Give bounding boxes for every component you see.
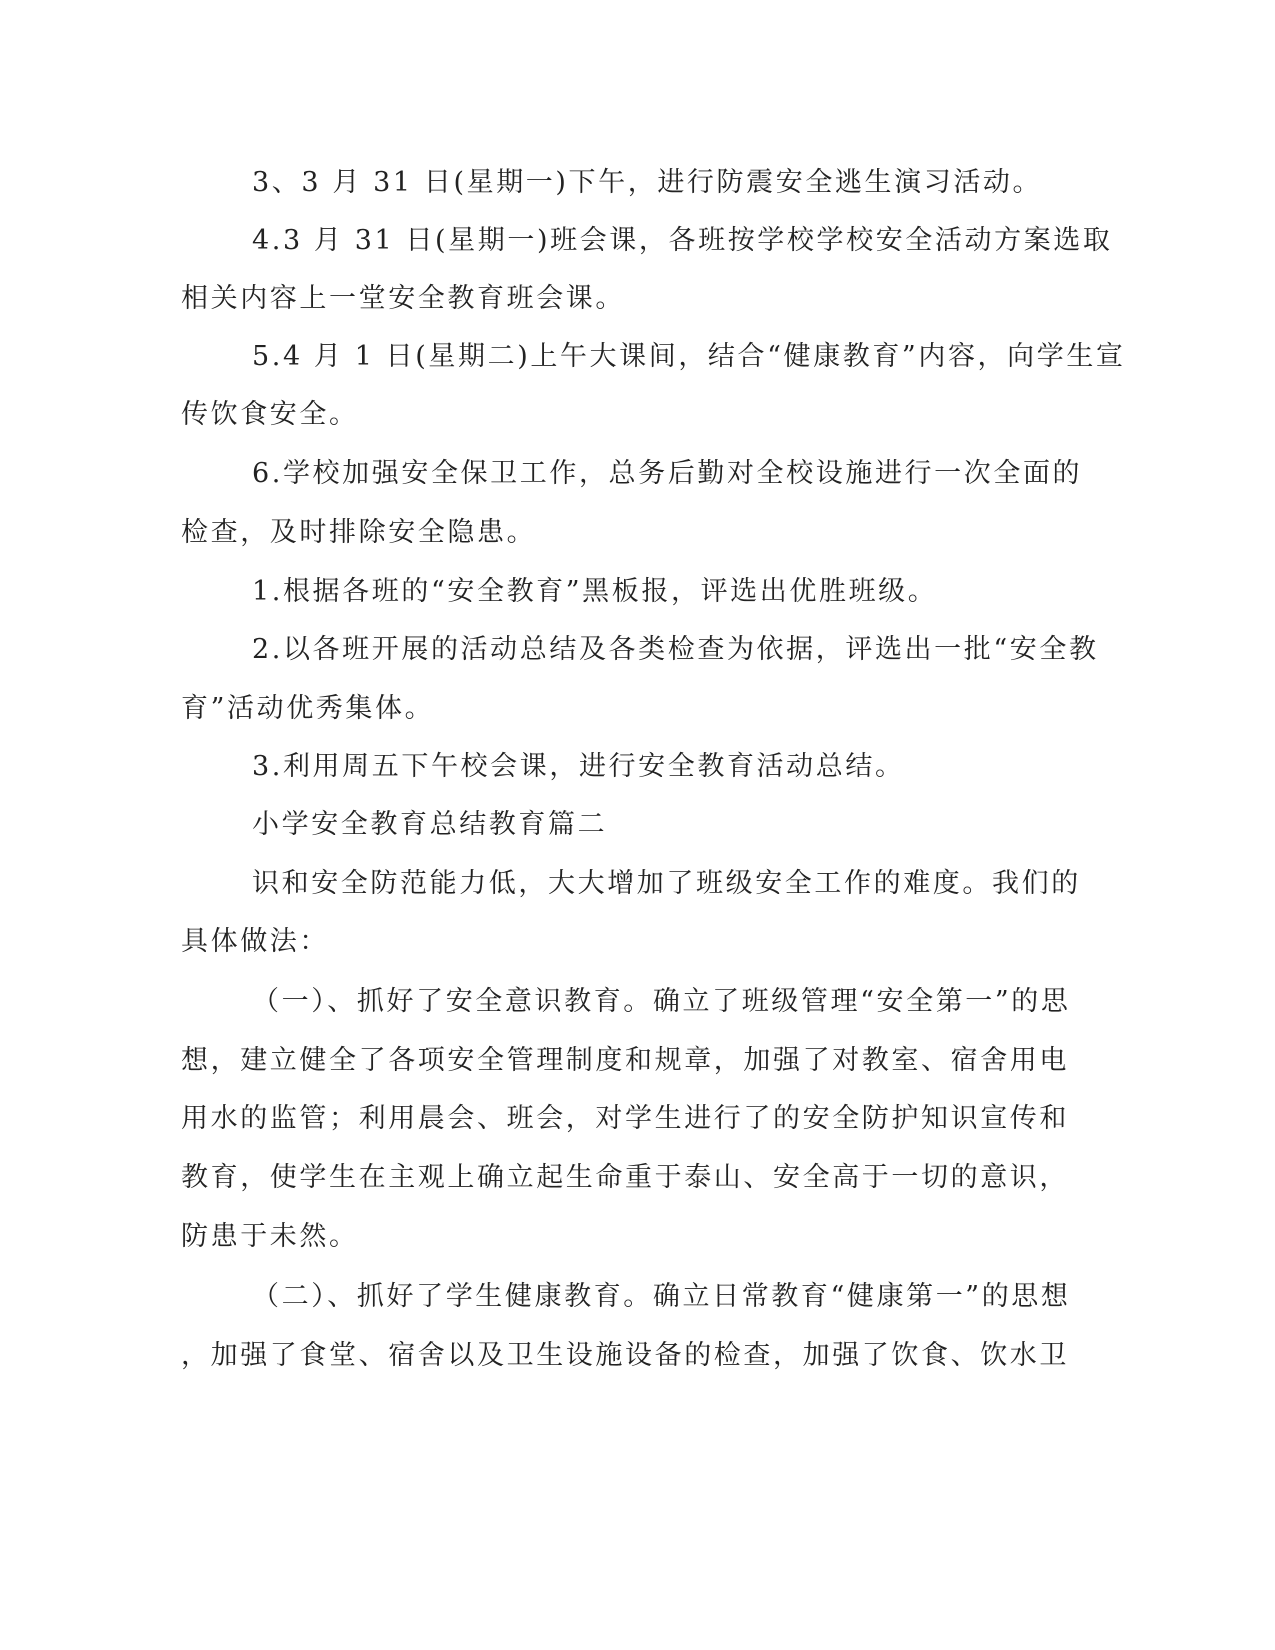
text-line-10: 育”活动优秀集体。 <box>181 693 435 724</box>
text-line-21: ，加强了食堂、宿舍以及卫生设施设备的检查，加强了饮食、饮水卫 <box>181 1340 1069 1371</box>
text-line-2: 4.3 月 31 日(星期一)班会课，各班按学校学校安全活动方案选取 <box>252 225 1113 256</box>
text-line-20: （二）、抓好了学生健康教育。确立日常教育“健康第一”的思想 <box>252 1281 1071 1312</box>
text-line-17: 用水的监管；利用晨会、班会，对学生进行了的安全防护知识宣传和 <box>181 1103 1069 1134</box>
text-line-4: 5.4 月 1 日(星期二)上午大课间，结合“健康教育”内容，向学生宣 <box>252 341 1126 372</box>
text-line-8: 1.根据各班的“安全教育”黑板报，评选出优胜班级。 <box>252 576 938 607</box>
text-line-14: 具体做法： <box>181 926 329 957</box>
text-line-19: 防患于未然。 <box>181 1221 359 1252</box>
section-heading: 小学安全教育总结教育篇二 <box>252 809 608 840</box>
text-line-13: 识和安全防范能力低，大大增加了班级安全工作的难度。我们的 <box>252 868 1081 899</box>
text-line-3: 相关内容上一堂安全教育班会课。 <box>181 283 625 314</box>
text-line-6: 6.学校加强安全保卫工作，总务后勤对全校设施进行一次全面的 <box>252 458 1083 489</box>
text-line-15: （一）、抓好了安全意识教育。确立了班级管理“安全第一”的思 <box>252 986 1071 1017</box>
text-line-7: 检查，及时排除安全隐患。 <box>181 517 537 548</box>
text-line-9: 2.以各班开展的活动总结及各类检查为依据，评选出一批“安全教 <box>252 634 1099 665</box>
text-line-11: 3.利用周五下午校会课，进行安全教育活动总结。 <box>252 751 905 782</box>
text-line-18: 教育，使学生在主观上确立起生命重于泰山、安全高于一切的意识， <box>181 1162 1069 1193</box>
text-line-1: 3、3 月 31 日(星期一)下午，进行防震安全逃生演习活动。 <box>252 167 1043 198</box>
text-line-5: 传饮食安全。 <box>181 399 359 430</box>
text-line-16: 想，建立健全了各项安全管理制度和规章，加强了对教室、宿舍用电 <box>181 1045 1069 1076</box>
